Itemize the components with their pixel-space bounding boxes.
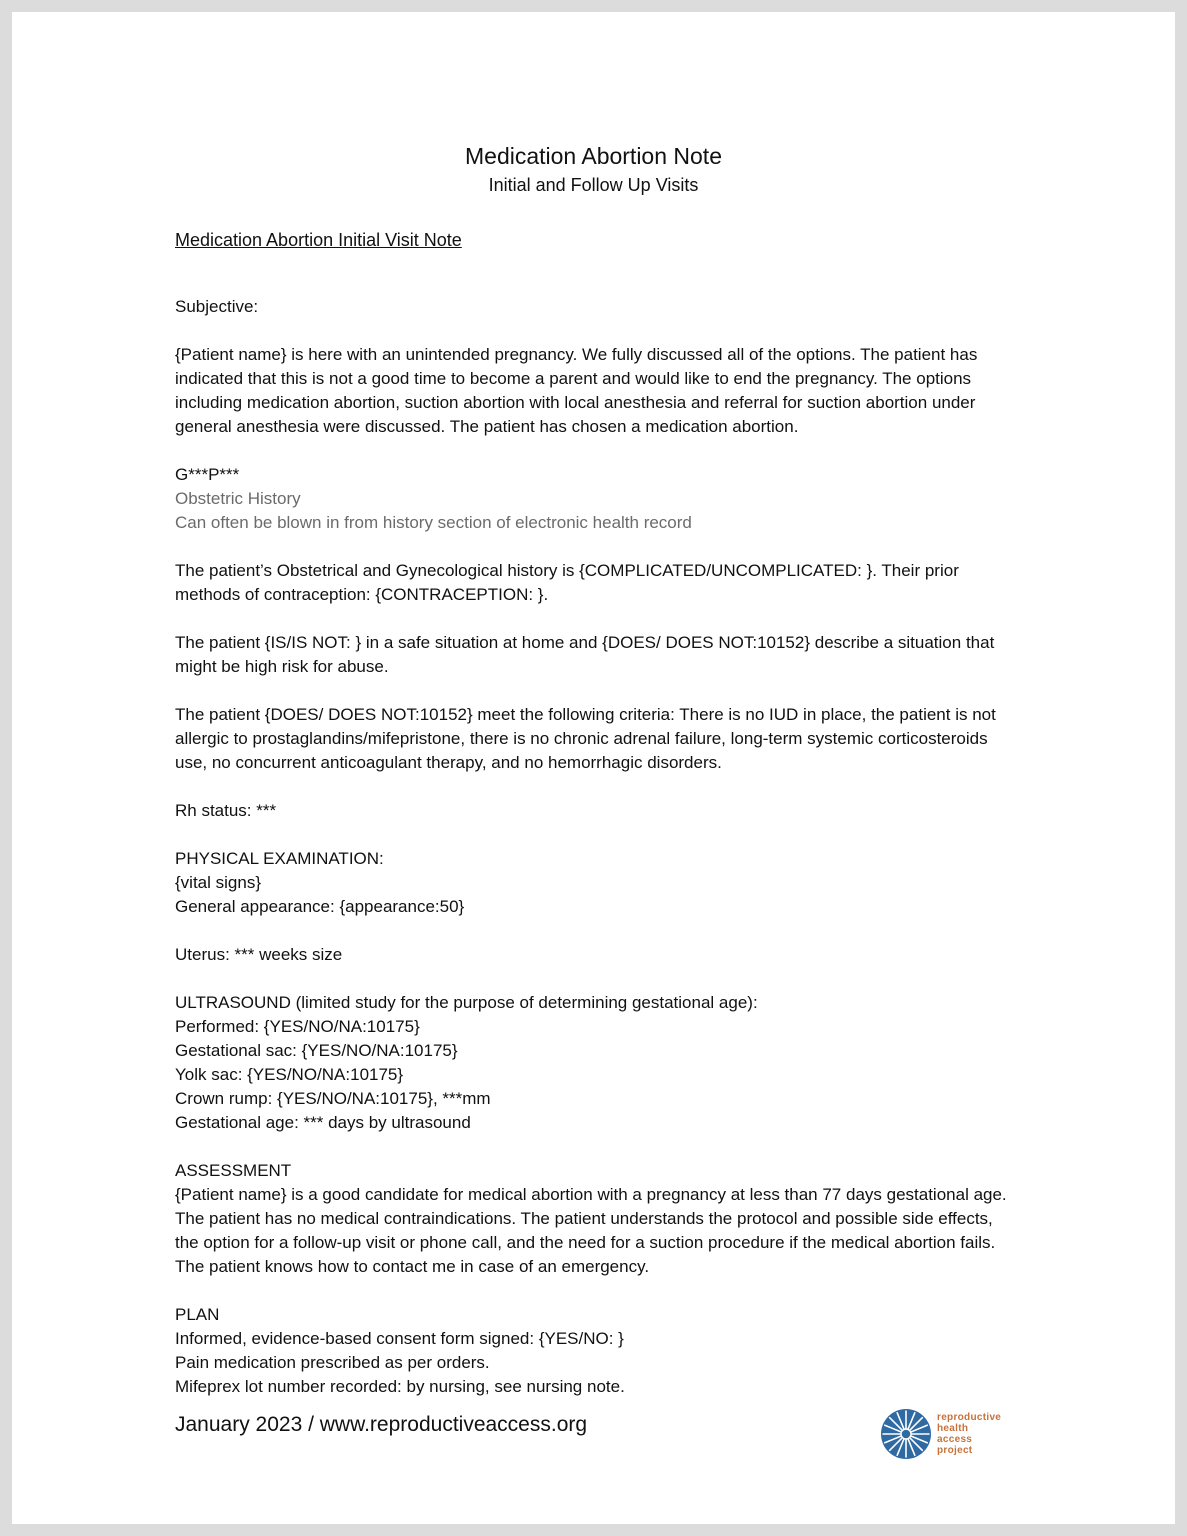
- plan-pain-medication: Pain medication prescribed as per orders.: [175, 1353, 490, 1372]
- ultrasound-performed: Performed: {YES/NO/NA:10175}: [175, 1017, 420, 1036]
- obstetric-history-label: Obstetric History: [175, 489, 301, 508]
- note-body: [175, 295, 1015, 1399]
- criteria-paragraph: The patient {DOES/ DOES NOT:10152} meet the following criteria: There is no IUD in place, the patient is not allergic to prostaglandins/mifepristone, there is no chronic adrenal failure, long-term systemic corticosteroids use, no concurrent anticoagulant therapy, and no hemorrhagic disorders.: [175, 705, 996, 772]
- ultrasound-heading: ULTRASOUND (limited study for the purpose of determining gestational age):: [175, 993, 758, 1012]
- logo-wordmark: [937, 1412, 1001, 1456]
- plan-heading: PLAN: [175, 1305, 220, 1324]
- gestational-age: Gestational age: *** days by ultrasound: [175, 1113, 471, 1132]
- document-page: [12, 12, 1175, 1524]
- logo-line: reproductive: [937, 1412, 1002, 1423]
- gestational-sac: Gestational sac: {YES/NO/NA:10175}: [175, 1041, 458, 1060]
- uterus-size: Uterus: *** weeks size: [175, 945, 343, 964]
- logo-line: project: [937, 1445, 973, 1456]
- vital-signs: {vital signs}: [175, 873, 261, 892]
- logo-line: access: [937, 1434, 973, 1445]
- assessment-heading: ASSESSMENT: [175, 1161, 292, 1180]
- history-paragraph: The patient’s Obstetrical and Gynecological history is {COMPLICATED/UNCOMPLICATED: }. Their prior methods of contraception: {CONTRACEPTION: }.: [175, 561, 959, 604]
- yolk-sac: Yolk sac: {YES/NO/NA:10175}: [175, 1065, 404, 1084]
- rh-status: Rh status: ***: [175, 801, 277, 820]
- general-appearance: General appearance: {appearance:50}: [175, 897, 465, 916]
- plan-mifeprex-lot: Mifeprex lot number recorded: by nursing, see nursing note.: [175, 1377, 625, 1396]
- intro-paragraph: {Patient name} is here with an unintended pregnancy. We fully discussed all of the options. The patient has indicated that this is not a good time to become a parent and would like to end the pregnancy. The options including medication abortion, suction abortion with local anesthesia and referral for suction abortion under general anesthesia were discussed. The patient has chosen a medication abortion.: [175, 345, 978, 436]
- rhap-logo: [879, 1407, 1001, 1461]
- subjective-label: Subjective:: [175, 297, 259, 316]
- logo-line: health: [937, 1423, 969, 1434]
- document-title: Medication Abortion Note: [465, 143, 722, 169]
- assessment-text: {Patient name} is a good candidate for medical abortion with a pregnancy at less than 77 days gestational age. The patient has no medical contraindications. The patient understands the protocol and possible side effects, the option for a follow-up visit or phone call, and the need for a suction procedure if the medical abortion fails. The patient knows how to contact me in case of an emergency.: [175, 1185, 1007, 1276]
- sunburst-logo-icon: [879, 1407, 933, 1461]
- physical-exam-heading: PHYSICAL EXAMINATION:: [175, 849, 384, 868]
- section-heading: Medication Abortion Initial Visit Note: [175, 230, 462, 250]
- safety-paragraph: The patient {IS/IS NOT: } in a safe situation at home and {DOES/ DOES NOT:10152} describe a situation that might be high risk for abuse.: [175, 633, 995, 676]
- footer-date-url: January 2023 / www.reproductiveaccess.org: [175, 1413, 588, 1436]
- gravida-para: G***P***: [175, 465, 240, 484]
- obstetric-history-hint: Can often be blown in from history section of electronic health record: [175, 513, 692, 532]
- crown-rump: Crown rump: {YES/NO/NA:10175}, ***mm: [175, 1089, 491, 1108]
- plan-consent: Informed, evidence-based consent form signed: {YES/NO: }: [175, 1329, 624, 1348]
- document-subtitle: Initial and Follow Up Visits: [488, 175, 699, 195]
